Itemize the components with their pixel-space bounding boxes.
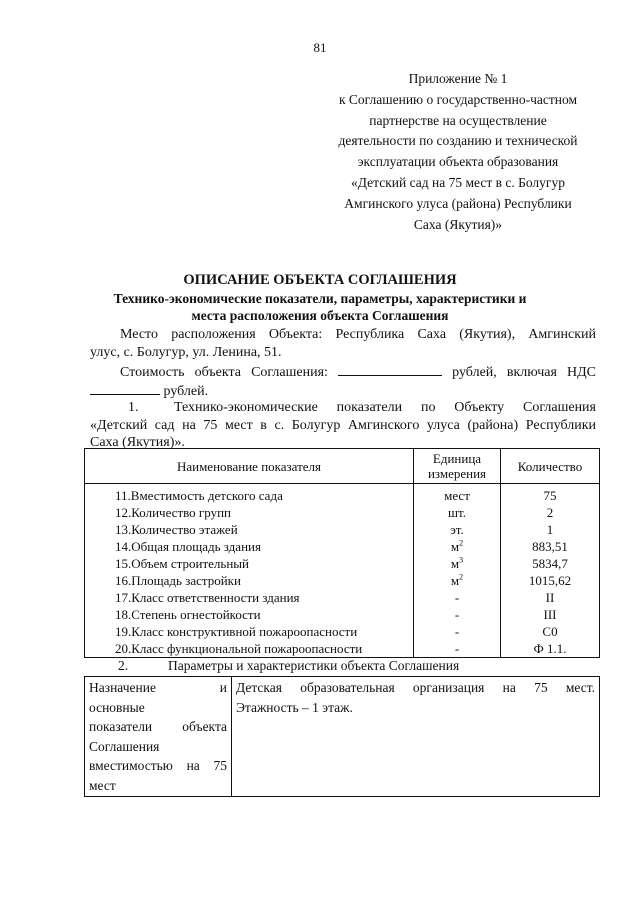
document-subtitle	[0, 290, 640, 324]
appendix-header	[300, 69, 616, 235]
indicator-unit	[414, 589, 501, 606]
cost-paragraph	[90, 363, 596, 400]
indicator-qty: С0	[501, 623, 600, 640]
unit-text: м	[450, 573, 460, 588]
indicator-unit	[414, 623, 501, 640]
appendix-line: Саха (Якутия)»	[413, 216, 503, 232]
section-1-line	[90, 399, 596, 417]
table-row	[85, 606, 600, 623]
header-indicator-name: Наименование показателя	[85, 449, 414, 484]
indicator-name: 20.Класс функциональной пожароопасности	[85, 640, 414, 658]
unit-text: эт.	[450, 522, 464, 537]
parameters-label-line: Соглашения	[89, 738, 160, 754]
unit-text: м	[450, 556, 460, 571]
indicator-qty: Ф 1.1.	[501, 640, 600, 658]
parameters-label-line: основные	[89, 699, 145, 715]
appendix-line: Приложение № 1	[408, 71, 508, 86]
indicator-qty: II	[501, 589, 600, 606]
indicator-unit	[414, 504, 501, 521]
header-unit-line: Единица	[432, 451, 482, 466]
indicator-qty: 883,51	[501, 538, 600, 555]
indicator-qty: 75	[501, 484, 600, 505]
appendix-line: Амгинского улуса (района) Республики	[344, 195, 572, 211]
unit-text: м	[450, 539, 460, 554]
table-row	[85, 504, 600, 521]
section-1-line: «Детский сад на 75 мест в с. Болугур Амгинского улуса (района) Республики	[90, 417, 596, 433]
section-1-line: Саха (Якутия)».	[90, 435, 185, 450]
subtitle-line: Технико-экономические показатели, параметры, характеристики и	[113, 291, 527, 306]
indicator-qty: 1015,62	[501, 572, 600, 589]
unit-text: -	[454, 641, 460, 656]
indicator-name: 12.Количество групп	[85, 504, 414, 521]
unit-text: мест	[444, 488, 470, 503]
document-title: ОПИСАНИЕ ОБЪЕКТА СОГЛАШЕНИЯ	[183, 272, 457, 288]
table-row	[85, 484, 600, 505]
unit-text: -	[454, 590, 460, 605]
section-1-text: Технико-экономические показатели по Объекту Соглашения	[174, 400, 596, 415]
vat-blank-field[interactable]	[90, 382, 160, 395]
unit-text: -	[454, 607, 460, 622]
header-quantity: Количество	[501, 449, 600, 484]
header-unit-line: измерения	[427, 466, 487, 481]
section-2-text: Параметры и характеристики объекта Соглашения	[168, 658, 460, 673]
cost-label: Стоимость объекта Соглашения:	[120, 365, 328, 380]
parameters-table	[84, 676, 600, 797]
cost-line	[90, 363, 596, 382]
indicator-qty: 5834,7	[501, 555, 600, 572]
indicator-name: 16.Площадь застройки	[85, 572, 414, 589]
cost-line	[90, 382, 596, 401]
indicator-name: 13.Количество этажей	[85, 521, 414, 538]
page-number: 81	[313, 40, 327, 55]
unit-text: -	[454, 624, 460, 639]
table-row	[85, 538, 600, 555]
section-2-number: 2.	[118, 658, 129, 673]
indicator-unit	[414, 555, 501, 572]
indicator-unit	[414, 572, 501, 589]
parameters-value-cell	[232, 677, 600, 797]
location-paragraph	[90, 326, 596, 361]
parameters-label-line: мест	[89, 777, 116, 793]
indicator-name: 19.Класс конструктивной пожароопасности	[85, 623, 414, 640]
indicator-name: 17.Класс ответственности здания	[85, 589, 414, 606]
table-row	[85, 677, 600, 797]
table-row	[85, 521, 600, 538]
appendix-line: «Детский сад на 75 мест в с. Болугур	[351, 174, 565, 190]
parameters-label-line: вместимостью на 75	[89, 758, 227, 773]
location-line: Место расположения Объекта: Республика Саха (Якутия), Амгинский	[120, 327, 596, 342]
cost-rub-label: рублей.	[163, 383, 209, 399]
subtitle-line: места расположения объекта Соглашения	[191, 308, 449, 323]
parameters-value-line: Этажность – 1 этаж.	[236, 699, 353, 715]
cost-blank-field[interactable]	[338, 363, 442, 376]
indicators-table	[84, 448, 600, 658]
appendix-line: эксплуатации объекта образования	[357, 154, 559, 170]
indicator-unit	[414, 538, 501, 555]
indicator-name: 15.Объем строительный	[85, 555, 414, 572]
indicator-name: 14.Общая площадь здания	[85, 538, 414, 555]
parameters-value-line: Детская образовательная организация на 75 мест.	[236, 680, 595, 695]
table-row	[85, 623, 600, 640]
unit-text: шт.	[448, 505, 466, 520]
indicator-unit	[414, 640, 501, 658]
section-1-number: 1.	[128, 400, 139, 415]
header-unit	[414, 449, 501, 484]
unit-sup: 2	[459, 538, 464, 548]
location-line: улус, с. Болугур, ул. Ленина, 51.	[90, 344, 282, 360]
section-2-heading	[118, 658, 459, 674]
indicator-unit	[414, 606, 501, 623]
unit-sup: 3	[459, 555, 464, 565]
table-row	[85, 640, 600, 658]
cost-vat-label: рублей, включая НДС	[452, 365, 596, 380]
parameters-label-line: Назначение и	[89, 680, 227, 695]
indicator-name: 18.Степень огнестойкости	[85, 606, 414, 623]
table-header-row	[85, 449, 600, 484]
parameters-label-cell	[85, 677, 232, 797]
table-row	[85, 589, 600, 606]
indicator-name: 11.Вместимость детского сада	[85, 484, 414, 505]
indicator-unit	[414, 484, 501, 505]
table-row	[85, 572, 600, 589]
parameters-label-line: показатели объекта	[89, 719, 227, 734]
section-1-paragraph	[90, 399, 596, 452]
indicator-qty: III	[501, 606, 600, 623]
table-row	[85, 555, 600, 572]
indicator-qty: 2	[501, 504, 600, 521]
appendix-line: деятельности по созданию и технической	[338, 133, 578, 149]
indicator-qty: 1	[501, 521, 600, 538]
indicator-unit	[414, 521, 501, 538]
unit-sup: 2	[459, 572, 464, 582]
appendix-line: к Соглашению о государственно-частном	[338, 91, 578, 107]
appendix-line: партнерстве на осуществление	[369, 112, 547, 128]
